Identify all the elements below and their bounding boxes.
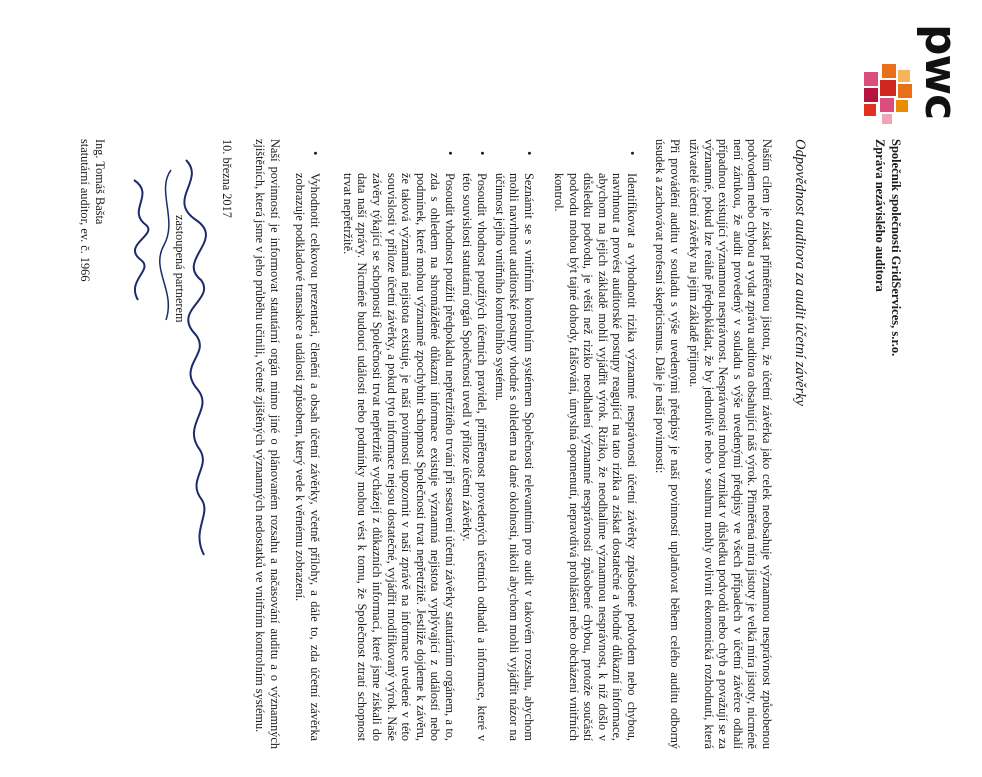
bullet-item [551, 151, 639, 741]
represented-by: zastoupená partnerem [173, 215, 187, 323]
signatory-title: statutární auditor, ev. č. 1966 [78, 139, 92, 282]
bullet-text: Identifikovat a vyhodnotit rizika významné nesprávnosti účetní závěrky způsobené podvodem nebo chybou, navrhnout a provést auditorské postupy reagující na tato rizika a získat dostatečné a vhodné důkazní informace, abychom na jejich základě mohli vyjádřit výrok. Riziko, že neodhalíme významnou nesprávnost, k níž došlo v důsledku podvodu, je větší než riziko neodhalení významné nesprávnosti způsobené chybou, protože součástí podvodu mohou být tajné dohody, falšování, úmyslná opomenutí, nepravdivá prohlášení nebo obcházení vnitřních kontrol. [552, 173, 639, 741]
bullet-text: Posoudit vhodnost použití předpokladu nepřetržitého trvání při sestavení účetní závěrky statutárním orgánem, a to, zda s ohledem na shromážděné důkazní informace existuje významná nejistota vyplývající z událostí nebo podmínek, které mohou významně zpochybnit schopnost Společnosti trvat nepřetržitě. Jestliže dojdeme k závěru, že taková významná nejistota existuje, je naší povinností upozornit v naší zprávě na informace uvedené v této souvislosti v příloze účetní závěrky, a pokud tyto informace nejsou dostatečné, vyjádřit modifikovaný výrok. Naše závěry týkající se schopnosti Společnosti trvat nepřetržitě vycházejí z důkazních informací, které jsme získali do data naší zprávy. Nicméně budoucí události nebo podmínky mohou vést k tomu, že Společnost ztratí schopnost trvat nepřetržitě. [340, 173, 457, 741]
bullet-item [492, 151, 536, 741]
bullet-dot: • [308, 151, 322, 156]
bullet-dot: • [475, 151, 489, 156]
pwc-logo-text: pwc [915, 24, 966, 120]
bullet-dot: • [522, 151, 536, 156]
paragraph-communication: Naší povinností je informovat statutární orgán mimo jiné o plánovaném rozsahu a načasování auditu a o významných zjištěních, která jsme v jeho průběhu učinili, včetně zjištěných významných nedostatků ve vnitřním kontrolním systému. [253, 139, 282, 749]
document-header [872, 139, 904, 356]
report-date: 10. března 2017 [220, 139, 234, 218]
bullet-text: Seznámit se s vnitřním kontrolním systémem Společnosti relevantním pro audit v takovém rozsahu, abychom mohli navrhnout auditorské postupy vhodné s ohledem na dané okolnosti, nikoli abychom mohli vyjádřit názor na účinnost jejího vnitřního kontrolního systému. [492, 173, 536, 741]
section-title: Odpovědnost auditora za audit účetní závěrky [792, 139, 808, 406]
pwc-logo-mosaic [852, 62, 912, 130]
signatory-name: Ing. Tomáš Bašta [93, 139, 107, 225]
pwc-logo [848, 10, 968, 130]
paragraph-objective: Naším cílem je získat přiměřenou jistotu, že účetní závěrka jako celek neobsahuje významnou nesprávnost způsobenou podvodem nebo chybou a vydat zprávu auditora obsahující náš výrok. Přiměřená míra jistoty je velká míra jistoty, nicméně není zárukou, že audit provedený v souladu s výše uvedenými předpisy ve všech případech v účetní závěrce odhalí případnou existující významnou nesprávnost. Nesprávnosti mohou vznikat v důsledku podvodů nebo chyb a považují se za významné, pokud lze reálně předpokládat, že by jednotlivě nebo v souhrnu mohly ovlivnit ekonomická rozhodnutí, která uživatelé účetní závěrky na jejím základě přijmou. [687, 139, 774, 749]
bullet-item [340, 151, 457, 741]
bullet-text: Vyhodnotit celkovou prezentaci, členění a obsah účetní závěrky, včetně přílohy, a dále to, zda účetní závěrka zobrazuje podkladové transakce a události způsobem, který vede k věrnému zobrazení. [293, 173, 322, 741]
handwritten-signature [106, 150, 226, 570]
report-name: Zpráva nezávislého auditora [873, 139, 887, 292]
company-name: Společník společnosti GridServices, s.r.o. [889, 139, 903, 357]
bullet-text: Posoudit vhodnost použitých účetních pravidel, přiměřenost provedených účetních odhadů a informace, které v této souvislosti statutární orgán Společnosti uvedl v příloze účetní závěrky. [460, 173, 489, 741]
bullet-item [293, 151, 322, 741]
bullet-item [460, 151, 489, 741]
paragraph-duties: Při provádění auditu v souladu s výše uvedenými předpisy je naší povinností uplatňovat během celého auditu odborný úsudek a zachovávat profesní skepticismus. Dále je naší povinností: [653, 139, 682, 749]
bullet-dot: • [443, 151, 457, 156]
bullet-dot: • [625, 151, 639, 156]
